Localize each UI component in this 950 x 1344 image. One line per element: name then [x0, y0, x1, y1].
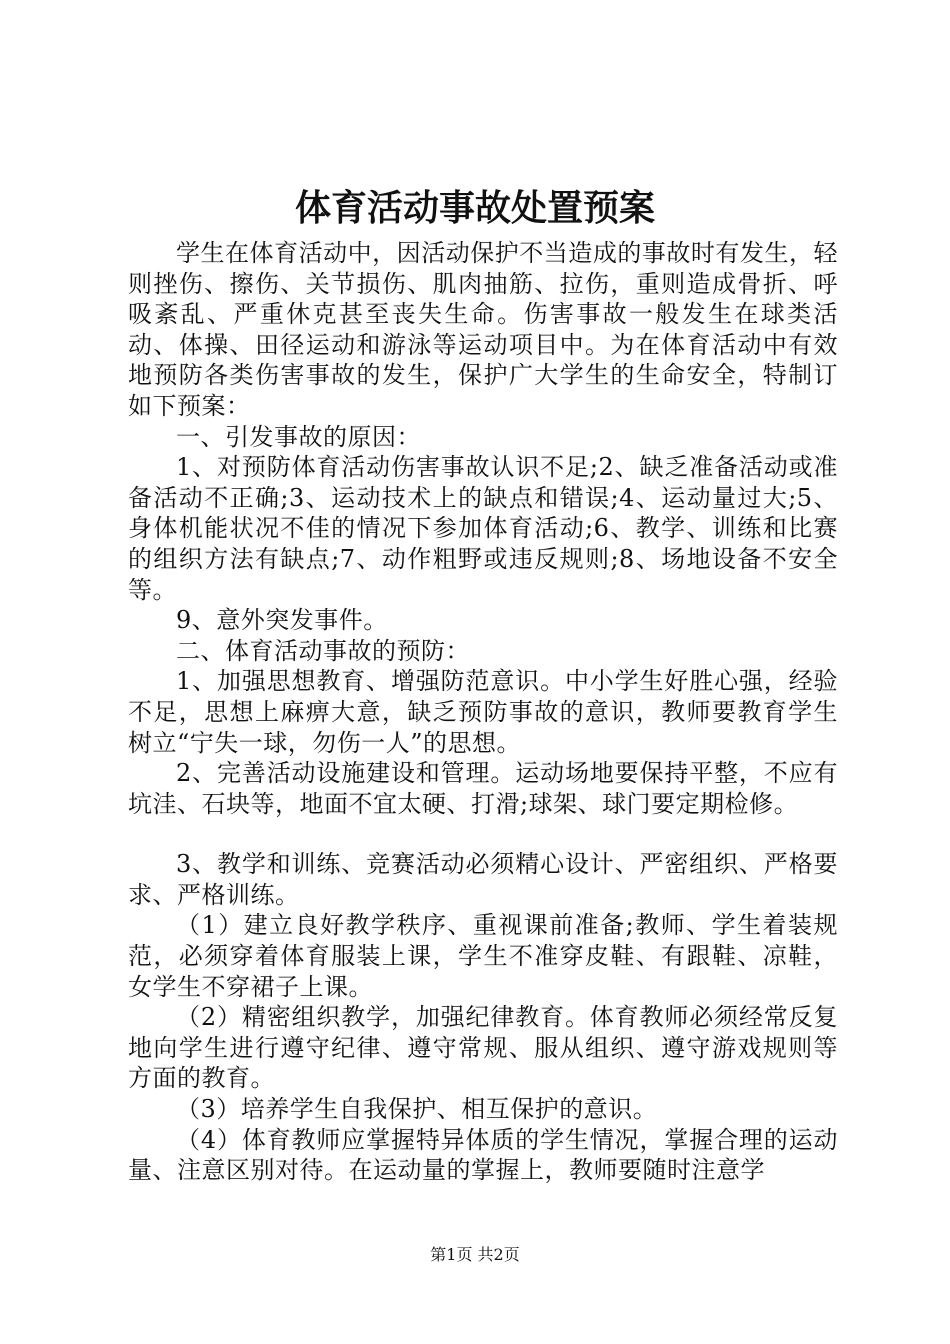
paragraph-prevention-1: 1、加强思想教育、增强防范意识。中小学生好胜心强，经验不足，思想上麻痹大意，缺乏预防事故的意识，教师要教育学生树立“宁失一球，勿伤一人”的思想。 — [128, 667, 838, 757]
paragraph-prevention-3: 3、教学和训练、竞赛活动必须精心设计、严密组织、严格要求、严格训练。 — [128, 850, 838, 909]
paragraph-cause-9: 9、意外突发事件。 — [176, 606, 388, 635]
section-heading-causes: 一、引发事故的原因： — [176, 422, 421, 451]
paragraph-prevention-2: 2、完善活动设施建设和管理。运动场地要保持平整，不应有坑洼、石块等，地面不宜太硬、打滑;球架、球门要定期检修。 — [128, 759, 838, 818]
paragraph-item-4: （4）体育教师应掌握特异体质的学生情况，掌握合理的运动量、注意区别对待。在运动量的掌握上，教师要随时注意学 — [128, 1125, 838, 1185]
page-number-footer: 第1页 共2页 — [430, 1245, 520, 1264]
section-heading-prevention: 二、体育活动事故的预防： — [176, 636, 470, 665]
paragraph-intro: 学生在体育活动中，因活动保护不当造成的事故时有发生，轻则挫伤、擦伤、关节损伤、肌肉抽筋、拉伤，重则造成骨折、呼吸紊乱、严重休克甚至丧失生命。伤害事故一般发生在球类活动、体操、田径运动和游泳等运动项目中。为在体育活动中有效地预防各类伤害事故的发生，保护广大学生的生命安全，特制订如下预案： — [128, 239, 838, 420]
document-body — [128, 238, 838, 1186]
document-title: 体育活动事故处置预案 — [294, 187, 655, 229]
paragraph-item-3: （3）培养学生自我保护、相互保护的意识。 — [176, 1095, 658, 1124]
paragraph-item-2: （2）精密组织教学，加强纪律教育。体育教师必须经常反复地向学生进行遵守纪律、遵守常规、服从组织、遵守游戏规则等方面的教育。 — [128, 1003, 838, 1093]
paragraph-causes-list: 1、对预防体育活动伤害事故认识不足;2、缺乏准备活动或准备活动不正确;3、运动技术上的缺点和错误;4、运动量过大;5、身体机能状况不佳的情况下参加体育活动;6、教学、训练和比赛的组织方法有缺点;7、动作粗野或违反规则;8、场地设备不安全等。 — [128, 453, 838, 604]
paragraph-item-1: （1）建立良好教学秩序、重视课前准备;教师、学生着装规范，必须穿着体育服装上课，学生不准穿皮鞋、有跟鞋、凉鞋，女学生不穿裙子上课。 — [128, 911, 838, 1001]
